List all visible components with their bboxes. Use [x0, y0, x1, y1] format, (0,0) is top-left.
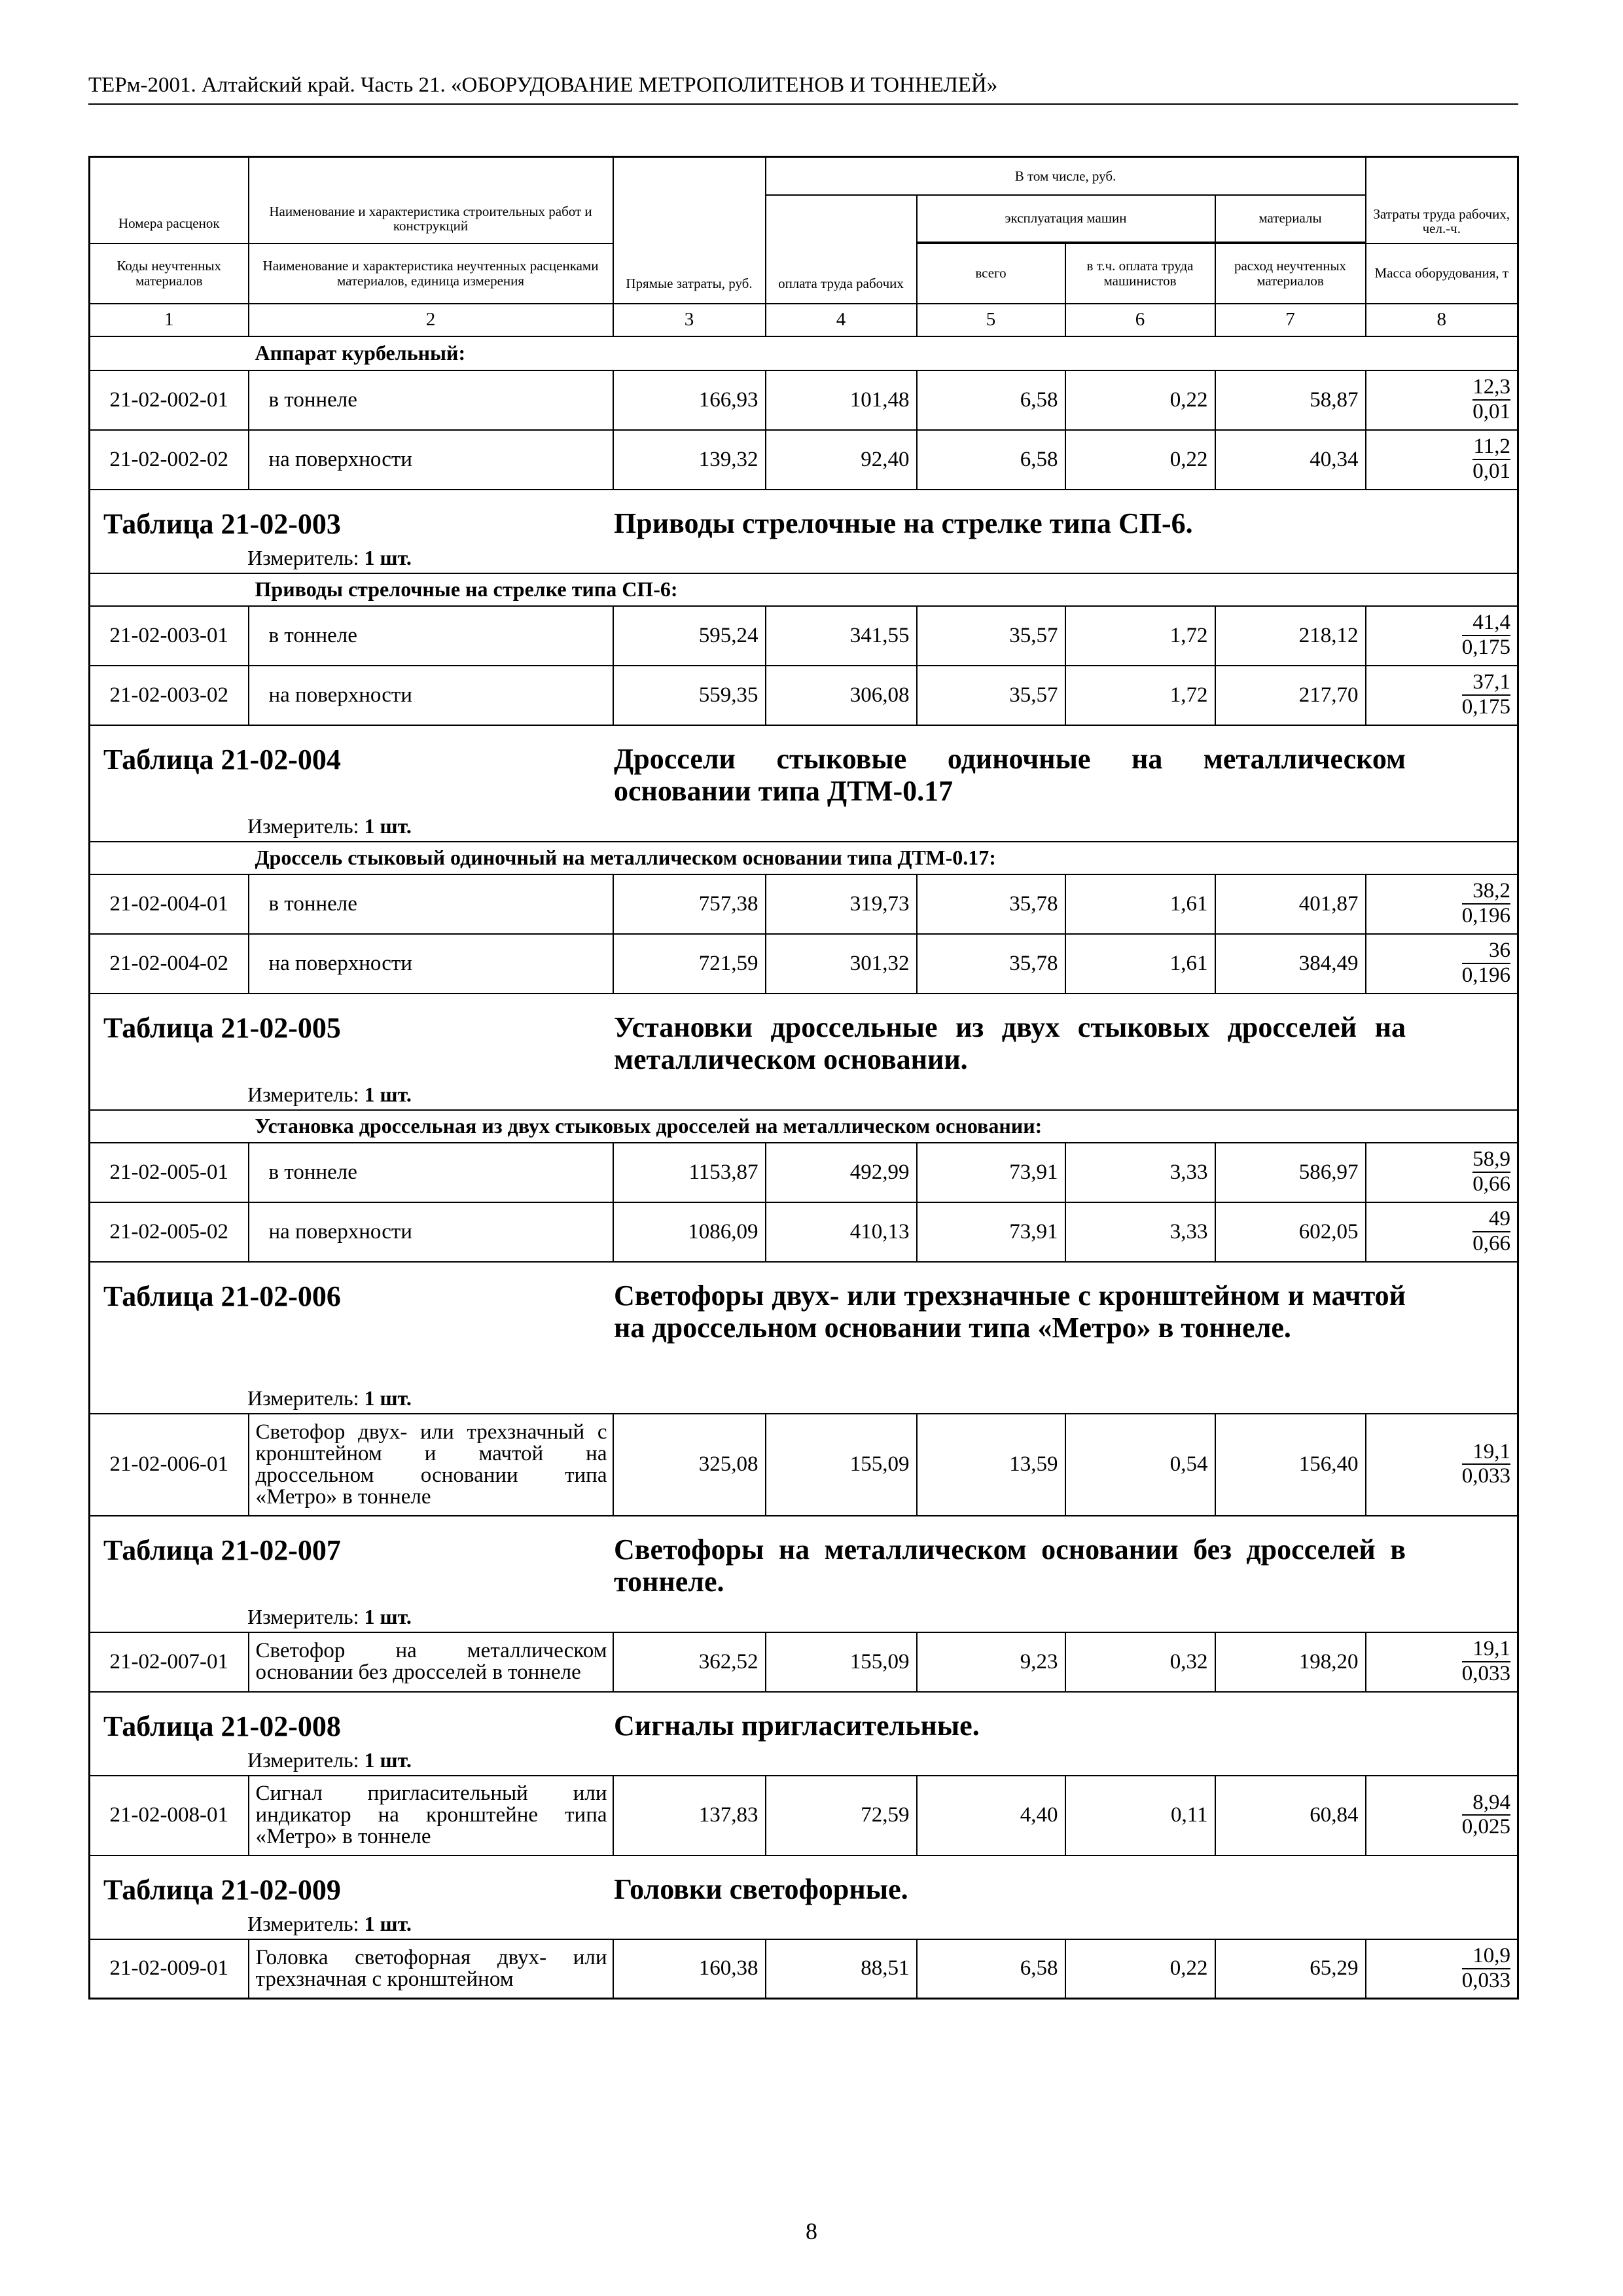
machines-labor: 3,33 [1065, 1143, 1215, 1202]
table-caption: Таблица 21-02-008 [103, 1710, 341, 1742]
labor-pay: 155,09 [766, 1632, 917, 1692]
head-col2-bottom: Наименование и характеристика неучтенных расценками материалов, единица измерения [249, 243, 613, 304]
labor-hours: 58,9 [1472, 1148, 1510, 1173]
head-labor-cost: Затраты труда рабочих, чел.-ч. [1366, 157, 1518, 243]
labor-mass-fraction [1366, 1632, 1518, 1692]
labor-mass-fraction [1366, 1776, 1518, 1856]
unit-line [90, 1605, 1518, 1632]
table-title: Дроссели стыковые одиночные на металлическом основании типа ДТМ-0.17 [614, 742, 1406, 808]
direct-costs: 757,38 [613, 874, 766, 934]
rate-name: Светофор двух- или трехзначный с кронштейном и мачтой на дроссельном основании типа «Метро» в тоннеле [249, 1414, 613, 1516]
materials: 198,20 [1215, 1632, 1366, 1692]
table-row [90, 1143, 1518, 1202]
equipment-mass: 0,66 [1472, 1172, 1511, 1196]
materials: 217,70 [1215, 666, 1366, 725]
table-title: Светофоры на металлическом основании без дросселей в тоннеле. [614, 1533, 1406, 1598]
labor-hours: 11,2 [1472, 435, 1510, 460]
group-title: Дроссель стыковый одиночный на металлическом основании типа ДТМ-0.17: [249, 842, 1518, 874]
unit-value: 1 шт. [364, 1748, 412, 1772]
labor-pay: 410,13 [766, 1202, 917, 1262]
machines-labor: 0,32 [1065, 1632, 1215, 1692]
head-col1-top: Номера расценок [90, 157, 249, 243]
unit-line [90, 814, 1518, 842]
table-section-header [90, 490, 1518, 546]
direct-costs: 559,35 [613, 666, 766, 725]
header-rule [88, 103, 1518, 105]
rate-code: 21-02-005-02 [90, 1202, 249, 1262]
page-header-title: ТЕРм-2001. Алтайский край. Часть 21. «ОБОРУДОВАНИЕ МЕТРОПОЛИТЕНОВ И ТОННЕЛЕЙ» [88, 73, 998, 97]
materials: 602,05 [1215, 1202, 1366, 1262]
labor-mass-fraction [1366, 606, 1518, 666]
labor-hours: 37,1 [1462, 671, 1510, 696]
equipment-mass: 0,01 [1472, 399, 1511, 423]
direct-costs: 160,38 [613, 1939, 766, 1999]
direct-costs: 1086,09 [613, 1202, 766, 1262]
head-equipment-mass: Масса оборудования, т [1366, 243, 1518, 304]
head-materials: материалы [1215, 195, 1366, 242]
machines-total: 6,58 [917, 430, 1065, 490]
labor-pay: 101,48 [766, 370, 917, 430]
table-row [90, 1632, 1518, 1692]
unit-label: Измеритель: [247, 545, 359, 569]
table-section-header [90, 994, 1518, 1083]
machines-total: 9,23 [917, 1632, 1065, 1692]
equipment-mass: 0,033 [1461, 1968, 1511, 1992]
labor-hours: 19,1 [1462, 1441, 1510, 1465]
labor-pay: 341,55 [766, 606, 917, 666]
labor-mass-fraction [1366, 874, 1518, 934]
machines-total: 35,78 [917, 934, 1065, 994]
machines-total: 73,91 [917, 1202, 1065, 1262]
labor-mass-fraction [1366, 370, 1518, 430]
head-machines: эксплуатация машин [917, 195, 1215, 242]
table-section-header [90, 1856, 1518, 1912]
machines-labor: 0,11 [1065, 1776, 1215, 1856]
head-labor: оплата труда рабочих [766, 195, 917, 304]
rate-name: Сигнал пригласительный или индикатор на кронштейне типа «Метро» в тоннеле [249, 1776, 613, 1856]
machines-total: 6,58 [917, 1939, 1065, 1999]
machines-total: 35,57 [917, 666, 1065, 725]
unit-value: 1 шт. [364, 814, 412, 838]
table-title: Установки дроссельные из двух стыковых дросселей на металлическом основании. [614, 1011, 1406, 1076]
labor-hours: 19,1 [1462, 1638, 1510, 1662]
table-row [90, 606, 1518, 666]
labor-hours: 8,94 [1462, 1791, 1510, 1816]
labor-mass-fraction [1366, 934, 1518, 994]
rate-name: на поверхности [249, 666, 613, 725]
table-row [90, 934, 1518, 994]
table-title: Светофоры двух- или трехзначные с кронштейном и мачтой на дроссельном основании типа «Метро» в тоннеле. [614, 1279, 1406, 1344]
materials: 60,84 [1215, 1776, 1366, 1856]
group-title: Аппарат курбельный: [249, 336, 1518, 370]
labor-pay: 72,59 [766, 1776, 917, 1856]
col-number: 6 [1065, 304, 1215, 336]
materials: 40,34 [1215, 430, 1366, 490]
equipment-mass: 0,033 [1461, 1464, 1511, 1488]
table-row [90, 1776, 1518, 1856]
col-number: 7 [1215, 304, 1366, 336]
table-row [90, 370, 1518, 430]
machines-labor: 0,22 [1065, 430, 1215, 490]
materials: 218,12 [1215, 606, 1366, 666]
direct-costs: 1153,87 [613, 1143, 766, 1202]
machines-labor: 0,22 [1065, 1939, 1215, 1999]
unit-line [90, 546, 1518, 573]
equipment-mass: 0,196 [1461, 963, 1511, 987]
unit-label: Измеритель: [247, 1386, 359, 1410]
machines-labor: 0,54 [1065, 1414, 1215, 1516]
col-number: 1 [90, 304, 249, 336]
materials: 65,29 [1215, 1939, 1366, 1999]
direct-costs: 362,52 [613, 1632, 766, 1692]
rate-code: 21-02-003-01 [90, 606, 249, 666]
machines-labor: 1,61 [1065, 874, 1215, 934]
equipment-mass: 0,66 [1472, 1231, 1511, 1255]
group-title: Установка дроссельная из двух стыковых дросселей на металлическом основании: [249, 1110, 1518, 1143]
unit-line [90, 1386, 1518, 1414]
rate-name: в тоннеле [249, 874, 613, 934]
unit-value: 1 шт. [364, 1386, 412, 1410]
table-section-header [90, 725, 1518, 814]
head-machines-total: всего [917, 243, 1065, 304]
head-direct-costs: Прямые затраты, руб. [613, 157, 766, 304]
col-number: 5 [917, 304, 1065, 336]
table-caption: Таблица 21-02-006 [103, 1280, 341, 1312]
equipment-mass: 0,196 [1461, 903, 1511, 927]
labor-pay: 306,08 [766, 666, 917, 725]
machines-total: 73,91 [917, 1143, 1065, 1202]
unit-line [90, 1083, 1518, 1110]
labor-pay: 301,32 [766, 934, 917, 994]
unit-value: 1 шт. [364, 1604, 412, 1628]
machines-total: 35,78 [917, 874, 1065, 934]
table-section-header [90, 1692, 1518, 1748]
machines-labor: 0,22 [1065, 370, 1215, 430]
machines-labor: 1,72 [1065, 666, 1215, 725]
rate-name: в тоннеле [249, 1143, 613, 1202]
unit-line [90, 1748, 1518, 1776]
table-row [90, 874, 1518, 934]
rate-code: 21-02-005-01 [90, 1143, 249, 1202]
direct-costs: 137,83 [613, 1776, 766, 1856]
table-caption: Таблица 21-02-004 [103, 743, 341, 776]
table-section-header [90, 1516, 1518, 1605]
materials: 586,97 [1215, 1143, 1366, 1202]
table-row [90, 430, 1518, 490]
materials: 58,87 [1215, 370, 1366, 430]
labor-pay: 92,40 [766, 430, 917, 490]
rate-code: 21-02-009-01 [90, 1939, 249, 1999]
col-number: 8 [1366, 304, 1518, 336]
table-caption: Таблица 21-02-009 [103, 1873, 341, 1906]
table-title: Сигналы пригласительные. [614, 1709, 980, 1742]
labor-mass-fraction [1366, 1939, 1518, 1999]
rate-name: на поверхности [249, 1202, 613, 1262]
rate-code: 21-02-002-02 [90, 430, 249, 490]
page-number: 8 [806, 2218, 817, 2244]
labor-pay: 88,51 [766, 1939, 917, 1999]
rate-code: 21-02-004-02 [90, 934, 249, 994]
rate-code: 21-02-006-01 [90, 1414, 249, 1516]
table-caption: Таблица 21-02-007 [103, 1534, 341, 1566]
labor-pay: 319,73 [766, 874, 917, 934]
head-col1-bottom: Коды неучтенных материалов [90, 243, 249, 304]
rate-code: 21-02-003-02 [90, 666, 249, 725]
direct-costs: 595,24 [613, 606, 766, 666]
labor-pay: 492,99 [766, 1143, 917, 1202]
machines-total: 6,58 [917, 370, 1065, 430]
unit-value: 1 шт. [364, 1911, 412, 1935]
labor-mass-fraction [1366, 1143, 1518, 1202]
labor-mass-fraction [1366, 1202, 1518, 1262]
rate-name: на поверхности [249, 934, 613, 994]
machines-labor: 3,33 [1065, 1202, 1215, 1262]
head-machines-labor: в т.ч. оплата труда машинистов [1065, 243, 1215, 304]
labor-pay: 155,09 [766, 1414, 917, 1516]
table-section-header [90, 1262, 1518, 1386]
machines-total: 4,40 [917, 1776, 1065, 1856]
rate-name: Головка светофорная двух- или трехзначная с кронштейном [249, 1939, 613, 1999]
labor-hours: 49 [1472, 1208, 1510, 1232]
rate-name: в тоннеле [249, 370, 613, 430]
labor-hours: 12,3 [1472, 376, 1510, 401]
group-title: Приводы стрелочные на стрелке типа СП-6: [249, 573, 1518, 606]
table-caption: Таблица 21-02-003 [103, 507, 341, 540]
unit-label: Измеритель: [247, 1911, 359, 1935]
direct-costs: 325,08 [613, 1414, 766, 1516]
table-caption: Таблица 21-02-005 [103, 1011, 341, 1044]
unit-value: 1 шт. [364, 545, 412, 569]
unit-value: 1 шт. [364, 1082, 412, 1106]
direct-costs: 721,59 [613, 934, 766, 994]
materials: 401,87 [1215, 874, 1366, 934]
labor-mass-fraction [1366, 666, 1518, 725]
unit-line [90, 1912, 1518, 1939]
rates-table [88, 156, 1519, 2000]
table-row [90, 1414, 1518, 1516]
machines-total: 13,59 [917, 1414, 1065, 1516]
machines-labor: 1,61 [1065, 934, 1215, 994]
labor-mass-fraction [1366, 430, 1518, 490]
unit-label: Измеритель: [247, 814, 359, 838]
rate-code: 21-02-008-01 [90, 1776, 249, 1856]
table-row [90, 1202, 1518, 1262]
rate-name: в тоннеле [249, 606, 613, 666]
rate-name: на поверхности [249, 430, 613, 490]
labor-hours: 41,4 [1462, 611, 1510, 636]
rate-code: 21-02-007-01 [90, 1632, 249, 1692]
direct-costs: 139,32 [613, 430, 766, 490]
col-number: 4 [766, 304, 917, 336]
rate-code: 21-02-004-01 [90, 874, 249, 934]
equipment-mass: 0,025 [1461, 1815, 1511, 1839]
table-title: Приводы стрелочные на стрелке типа СП-6. [614, 507, 1193, 539]
materials: 384,49 [1215, 934, 1366, 994]
col-number: 2 [249, 304, 613, 336]
col-number: 3 [613, 304, 766, 336]
machines-total: 35,57 [917, 606, 1065, 666]
table-row [90, 666, 1518, 725]
labor-hours: 36 [1462, 939, 1510, 964]
head-including: В том числе, руб. [766, 157, 1366, 195]
unit-label: Измеритель: [247, 1082, 359, 1106]
machines-labor: 1,72 [1065, 606, 1215, 666]
direct-costs: 166,93 [613, 370, 766, 430]
equipment-mass: 0,175 [1461, 635, 1511, 659]
unit-label: Измеритель: [247, 1748, 359, 1772]
rate-name: Светофор на металлическом основании без дросселей в тоннеле [249, 1632, 613, 1692]
equipment-mass: 0,175 [1461, 694, 1511, 719]
labor-mass-fraction [1366, 1414, 1518, 1516]
unit-label: Измеритель: [247, 1604, 359, 1628]
head-materials-bottom: расход неучтенных материалов [1215, 243, 1366, 304]
labor-hours: 38,2 [1462, 880, 1510, 905]
labor-hours: 10,9 [1462, 1945, 1510, 1969]
head-col2-top: Наименование и характеристика строительных работ и конструкций [249, 157, 613, 243]
rate-code: 21-02-002-01 [90, 370, 249, 430]
equipment-mass: 0,01 [1472, 459, 1511, 483]
equipment-mass: 0,033 [1461, 1661, 1511, 1685]
materials: 156,40 [1215, 1414, 1366, 1516]
table-row [90, 1939, 1518, 1999]
table-title: Головки светофорные. [614, 1873, 908, 1905]
